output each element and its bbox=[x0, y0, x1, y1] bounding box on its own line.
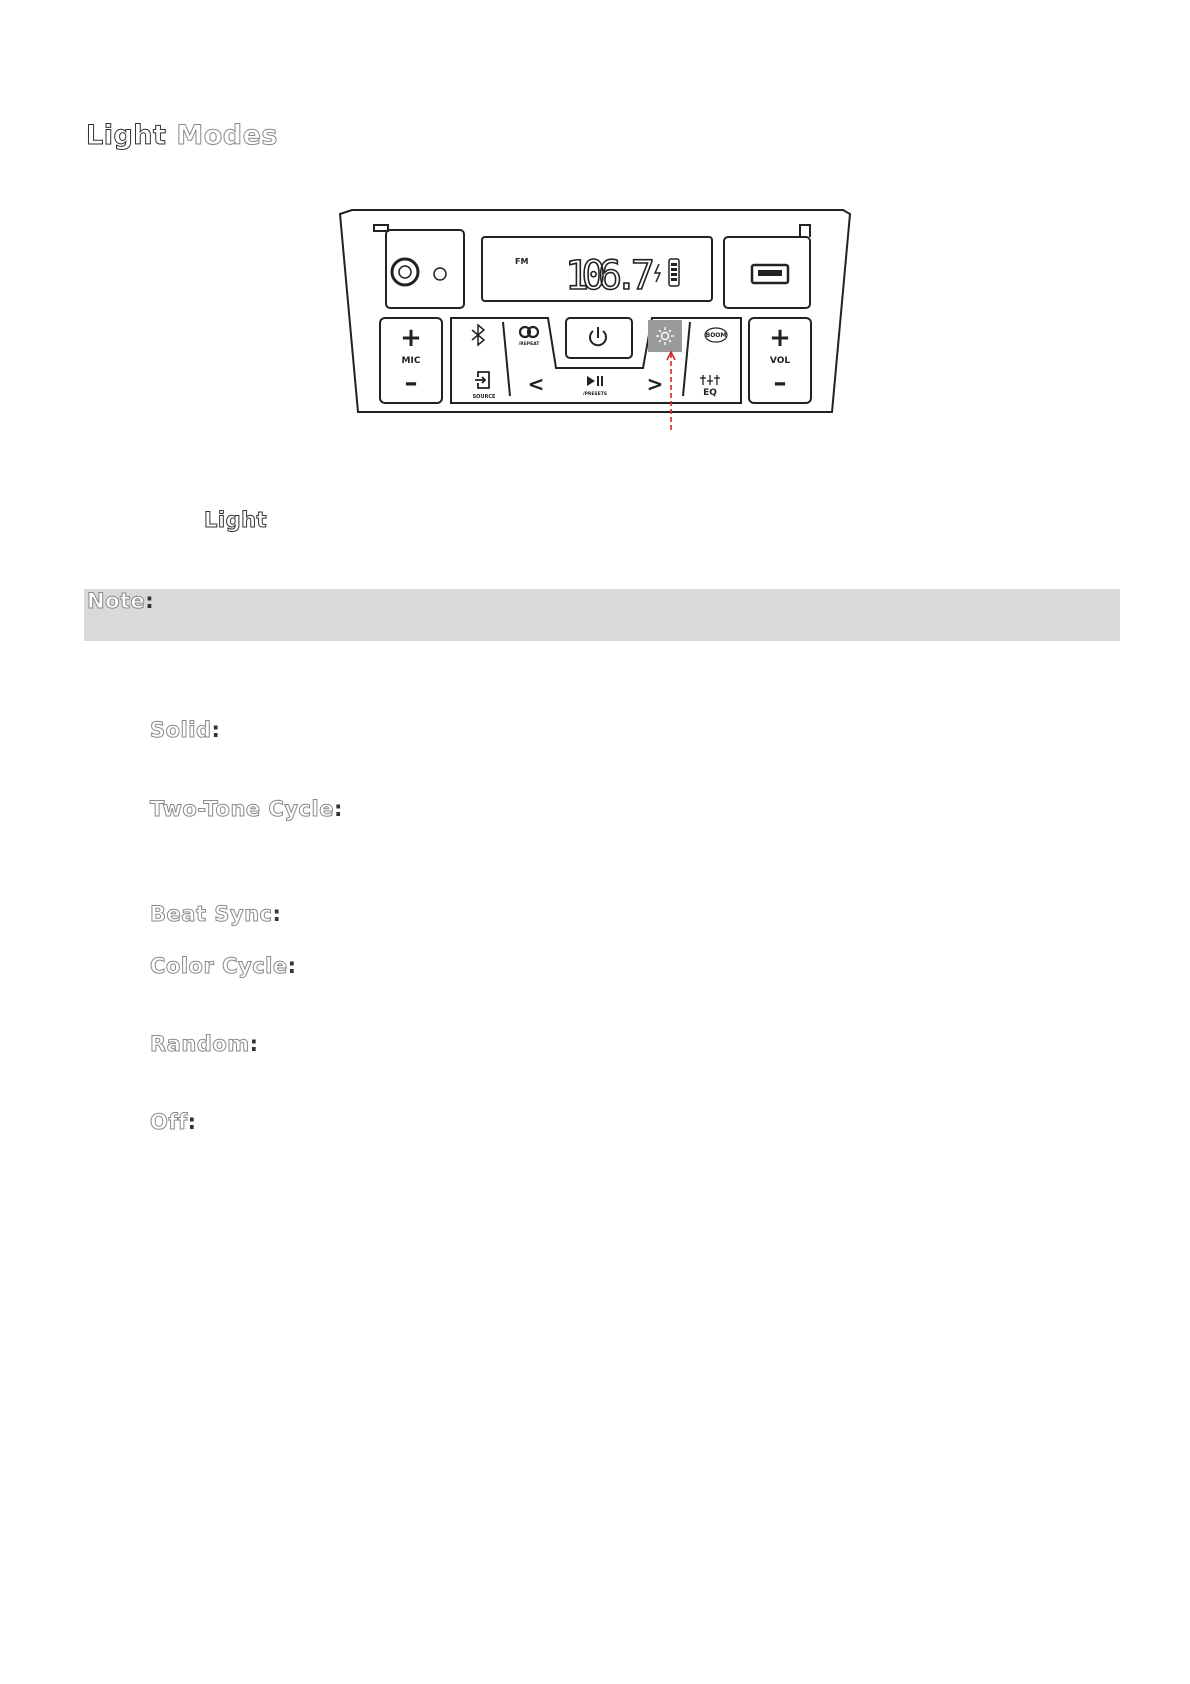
previous-button[interactable]: < bbox=[527, 372, 545, 396]
boom-label: BOOM bbox=[705, 332, 727, 339]
instruction-light: Light bbox=[204, 508, 268, 532]
mode-off-name: Off bbox=[150, 1110, 188, 1134]
link-icon bbox=[520, 327, 538, 337]
power-icon bbox=[590, 327, 606, 345]
mode-color-cycle bbox=[150, 954, 297, 978]
title-light: Light bbox=[86, 120, 167, 151]
mode-solid bbox=[150, 718, 220, 742]
eq-label: EQ bbox=[703, 388, 717, 398]
mode-color-cycle-colon: : bbox=[287, 954, 297, 978]
mode-solid-name: Solid bbox=[150, 718, 212, 742]
mode-two-tone-cycle bbox=[150, 797, 343, 821]
note-label bbox=[87, 589, 154, 613]
source-label: SOURCE bbox=[472, 394, 496, 400]
instruction-text bbox=[204, 508, 267, 532]
mode-random-colon: : bbox=[249, 1032, 259, 1056]
mic-minus-button[interactable]: – bbox=[404, 368, 418, 398]
source-icon bbox=[475, 372, 489, 388]
mode-color-cycle-name: Color Cycle bbox=[150, 954, 288, 978]
play-pause-icon bbox=[587, 376, 603, 386]
mode-beat-sync bbox=[150, 902, 281, 926]
mode-two-tone-name: Two-Tone Cycle bbox=[150, 797, 334, 821]
display-frequency: 106.7 bbox=[565, 253, 655, 299]
vol-plus-button[interactable]: + bbox=[769, 323, 791, 353]
mic-label: MIC bbox=[401, 356, 421, 366]
note-box bbox=[84, 589, 1120, 641]
mode-beat-sync-colon: : bbox=[272, 902, 282, 926]
note-label-text: Note bbox=[87, 589, 146, 613]
next-button[interactable]: > bbox=[646, 372, 664, 396]
mode-off-colon: : bbox=[187, 1110, 197, 1134]
divider-right bbox=[683, 322, 690, 396]
eq-icon bbox=[700, 375, 720, 385]
note-colon: : bbox=[145, 589, 155, 613]
mode-two-tone-colon: : bbox=[333, 797, 343, 821]
mode-random-name: Random bbox=[150, 1032, 250, 1056]
mode-off bbox=[150, 1110, 197, 1134]
mode-beat-sync-name: Beat Sync bbox=[150, 902, 273, 926]
vol-minus-button[interactable]: – bbox=[773, 368, 787, 398]
control-panel-illustration bbox=[0, 0, 1190, 480]
mic-plus-button[interactable]: + bbox=[400, 323, 422, 353]
bluetooth-icon bbox=[472, 325, 484, 345]
repeat-sublabel: /REPEAT bbox=[518, 342, 540, 347]
display-band: FM bbox=[515, 257, 529, 266]
mode-random bbox=[150, 1032, 259, 1056]
audio-jack-icon bbox=[392, 259, 418, 285]
light-button[interactable] bbox=[648, 320, 682, 352]
vol-label: VOL bbox=[769, 356, 791, 366]
mode-solid-colon: : bbox=[211, 718, 221, 742]
audio-input-module bbox=[386, 230, 464, 308]
divider-left bbox=[503, 322, 510, 396]
center-controls-frame bbox=[451, 318, 741, 403]
title-modes: Modes bbox=[166, 120, 278, 151]
charging-icon bbox=[655, 264, 660, 282]
presets-sublabel: /PRESETS bbox=[582, 392, 608, 397]
aux-jack-icon bbox=[434, 268, 446, 280]
